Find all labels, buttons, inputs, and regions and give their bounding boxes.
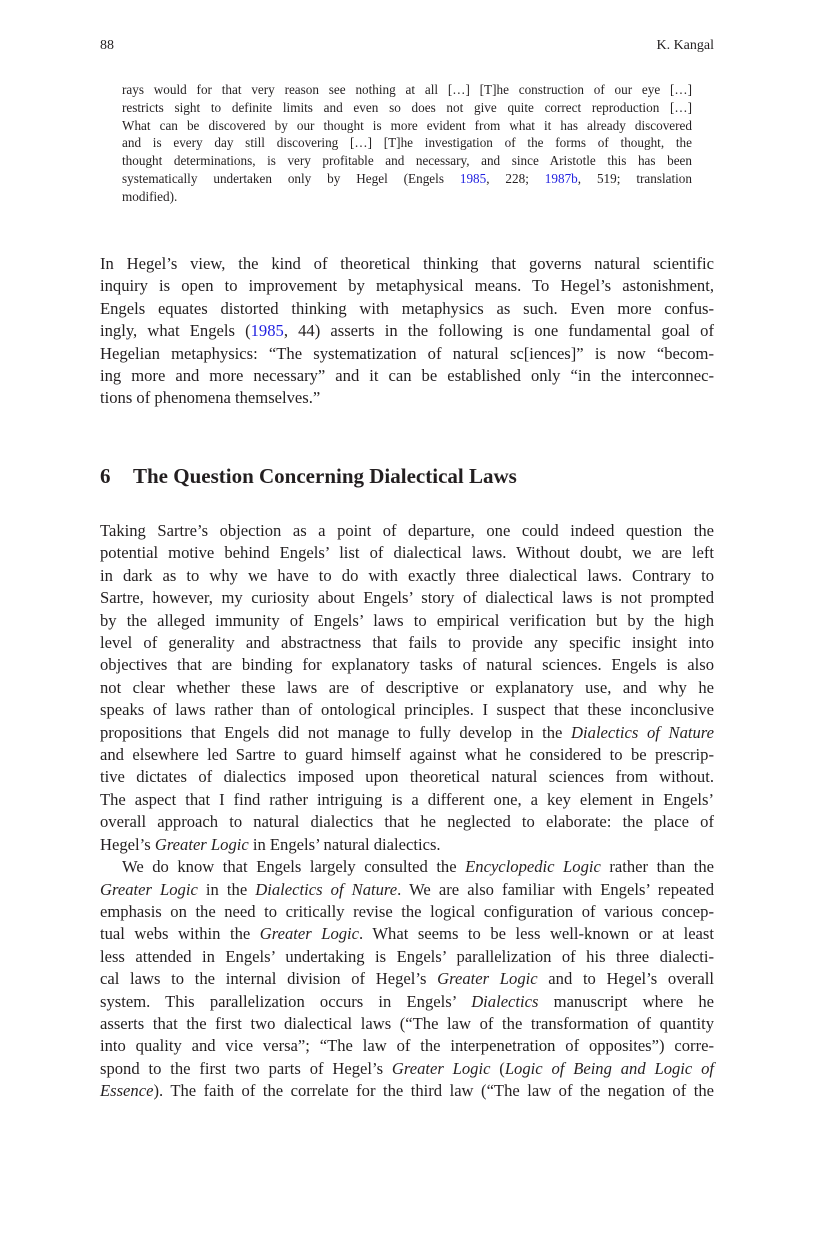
body-line [100,991,714,1013]
body-text: rather than the [600,857,714,877]
body-line: in dark as to why we have to do with exactly three dialectical laws. Contrary to [100,565,714,585]
body-line: into quality and vice versa”; “The law of the interpenetration of opposites”) corre- [100,1036,714,1056]
body-text: ). The faith of the correlate for the third law (“The law of the negation of the [153,1081,714,1101]
body-line: tive dictates of dialectics imposed upon theoretical natural sciences from without. [100,767,714,787]
body-text: ingly, what Engels ( [100,321,251,341]
body-line [100,856,714,878]
page-header [100,38,714,56]
body-line: Taking Sartre’s objection as a point of departure, one could indeed question the [100,521,714,540]
work-title: Dialectics of Nature [255,879,398,899]
body-line: ing more and more necessary” and it can be established only “in the interconnec- [100,366,714,386]
work-title: Greater Logic [100,879,198,899]
body-line: objectives that are binding for explanatory tasks of natural sciences. Engels is also [100,655,714,675]
body-text: and to Hegel’s overall [537,969,714,989]
quote-line: rays would for that very reason see nothing at all […] [T]he construction of our eye […] [122,82,692,97]
quote-line: thought determinations, is very profitable and necessary, and since Aristotle this has been [122,153,692,169]
body-line: by the alleged immunity of Engels’ laws to empirical verification but by the high [100,610,714,630]
section-body [100,520,714,1103]
work-title: Dialectics of Nature [571,722,714,742]
body-text: Hegel’s [100,834,155,854]
body-text: . We are also familiar with Engels’ repeated [397,879,714,899]
body-line: speaks of laws rather than of ontological principles. I suspect that these inconclusive [100,700,714,720]
body-line: The aspect that I find rather intriguing is a different one, a key element in Engels’ [100,789,714,809]
body-text: tual webs within the [100,924,260,944]
section-title: The Question Concerning Dialectical Laws [133,464,517,488]
body-text: in the [197,879,256,899]
work-title: Greater Logic [391,1058,491,1078]
quote-line: modified). [122,188,178,204]
quote-text: , 228; [486,170,545,186]
body-line [100,1080,714,1102]
quote-text: , 519; translation [577,170,692,186]
body-line [100,834,714,856]
body-line: inquiry is open to improvement by metaphysical means. To Hegel’s astonishment, [100,276,714,296]
body-line: Engels equates distorted thinking with metaphysics as such. Even more confus- [100,298,714,318]
running-head-author: K. Kangal [656,38,714,53]
work-title: Greater Logic [437,969,538,989]
body-line: asserts that the first two dialectical laws (“The law of the transformation of quantity [100,1013,714,1033]
body-line: level of generality and abstractness that fails to provide any specific insight into [100,633,714,653]
work-title: Dialectics [471,991,539,1011]
body-line: and elsewhere led Sartre to guard himself against what he considered to be prescrip- [100,745,714,765]
body-text: in Engels’ natural dialectics. [248,834,441,854]
paragraph-hegel-view [100,253,714,410]
work-title: Greater Logic [259,924,360,944]
body-line: Hegelian metaphysics: “The systematization of natural sc[iences]” is now “becom- [100,343,714,363]
citation-link-1987b[interactable]: 1987b [544,170,578,186]
body-text: ( [490,1058,505,1078]
section-heading [100,464,714,489]
section-number: 6 [100,464,111,488]
quote-line: and is every day still discovering […] [T]he investigation of the forms of thought, the [122,135,692,151]
body-text: . What seems to be less well-known or at least [359,924,714,944]
citation-link-1985[interactable]: 1985 [250,321,284,341]
body-line: potential motive behind Engels’ list of dialectical laws. Without doubt, we are left [100,543,714,563]
body-text: We do know that Engels largely consulted the [122,857,466,877]
body-line: tions of phenomena themselves.” [100,388,321,408]
work-title: Encyclopedic Logic [465,857,601,877]
body-line [100,1058,714,1080]
quote-line: What can be discovered by our thought is more evident from what it has already discovered [122,117,692,133]
body-text: cal laws to the internal division of Hegel’s [100,969,438,989]
body-text: manuscript where he [538,991,714,1011]
quote-line [122,170,692,188]
body-line [100,722,714,744]
body-line: not clear whether these laws are of descriptive or explanatory use, and why he [100,677,714,697]
body-line [100,879,714,901]
body-line [100,923,714,945]
block-quote [122,81,692,206]
body-text: system. This parallelization occurs in Engels’ [100,991,472,1011]
body-line [100,320,714,342]
body-line: Sartre, however, my curiosity about Engels’ story of dialectical laws is not prompted [100,588,714,608]
body-line: overall approach to natural dialectics that he neglected to elaborate: the place of [100,812,714,832]
body-text: propositions that Engels did not manage to fully develop in the [100,722,572,742]
quote-text: systematically undertaken only by Hegel (Engels [122,170,460,186]
body-line: emphasis on the need to critically revise the logical configuration of various concep- [100,901,714,921]
body-text: spond to the first two parts of Hegel’s [100,1058,392,1078]
body-line [100,968,714,990]
body-line: less attended in Engels’ undertaking is Engels’ parallelization of his three dialecti- [100,946,714,966]
body-text: , 44) asserts in the following is one fundamental goal of [283,321,714,341]
citation-link-1985[interactable]: 1985 [459,170,487,186]
work-title: Logic of Being and Logic of [504,1058,715,1078]
quote-line: restricts sight to definite limits and even so does not give quite correct reproduction […] [122,99,692,115]
work-title: Greater Logic [154,834,249,854]
work-title: Essence [100,1081,154,1101]
page-number: 88 [100,38,114,53]
body-line: In Hegel’s view, the kind of theoretical thinking that governs natural scientific [100,254,714,273]
